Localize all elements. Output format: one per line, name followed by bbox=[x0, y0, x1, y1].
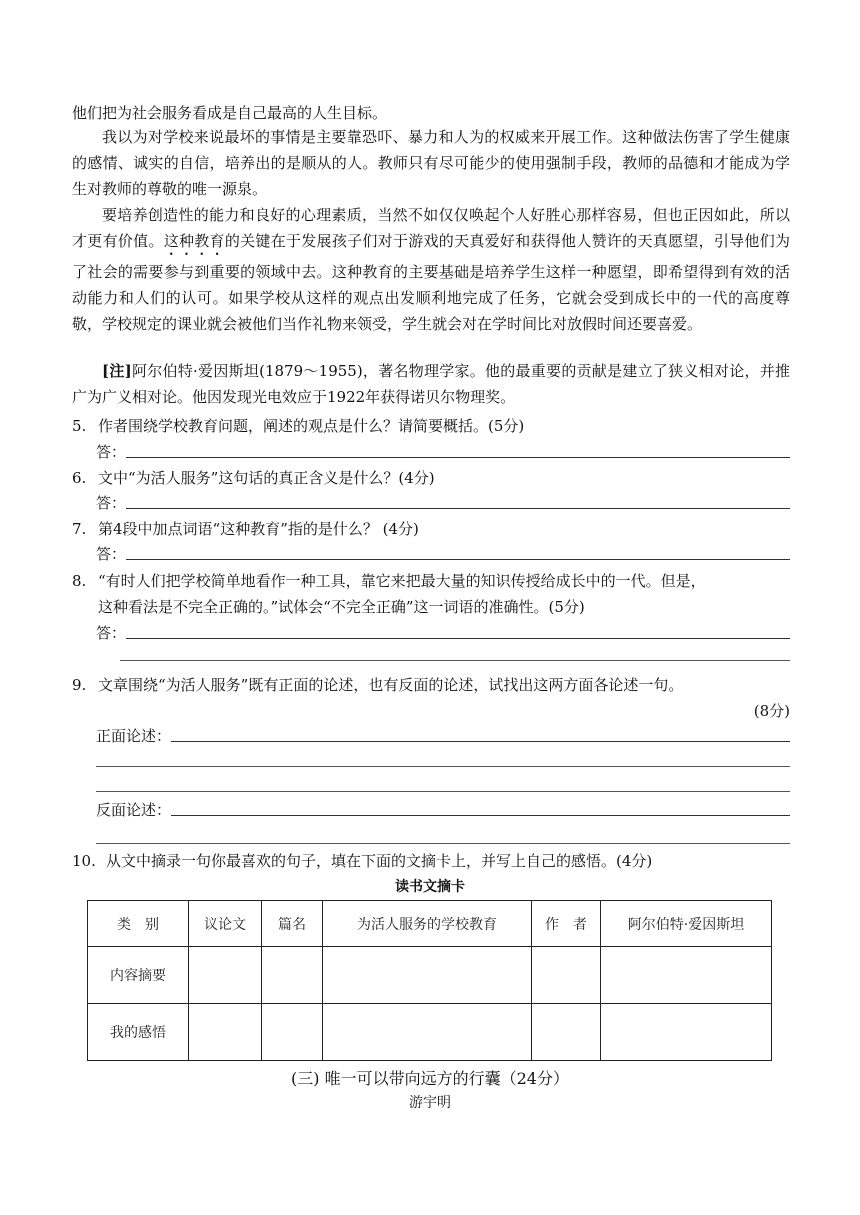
question-text: 第4段中加点词语“这种教育”指的是什么？ (4分) bbox=[98, 520, 419, 538]
question-5 bbox=[72, 413, 790, 439]
answer-rule bbox=[126, 456, 790, 458]
question-number: 6. bbox=[72, 469, 87, 487]
question-8 bbox=[72, 568, 790, 594]
table-cell: 作 者 bbox=[532, 901, 601, 947]
question-8-line-2 bbox=[98, 594, 790, 620]
question-text: 作者围绕学校教育问题，阐述的观点是什么？请简要概括。(5分) bbox=[98, 417, 525, 435]
answer-label: 答： bbox=[96, 494, 127, 512]
question-text: 从文中摘录一句你最喜欢的句子，填在下面的文摘卡上，并写上自己的感悟。(4分) bbox=[106, 852, 653, 870]
answer-rule bbox=[171, 814, 790, 816]
author-note bbox=[72, 358, 790, 410]
answer-rule bbox=[126, 637, 790, 639]
question-6 bbox=[72, 465, 790, 491]
negative-argument-extra[interactable] bbox=[96, 843, 790, 844]
answer-line-7[interactable] bbox=[96, 542, 790, 564]
table-cell[interactable] bbox=[601, 1004, 772, 1061]
positive-argument-line[interactable] bbox=[96, 724, 790, 746]
table-row bbox=[88, 1004, 772, 1061]
table-cell: 阿尔伯特·爱因斯坦 bbox=[601, 901, 772, 947]
question-9 bbox=[72, 672, 790, 698]
question-10 bbox=[72, 848, 790, 874]
table-cell[interactable] bbox=[323, 947, 532, 1004]
paragraph-text: 我以为对学校来说最坏的事情是主要靠恐吓、暴力和人为的权威来开展工作。这种做法伤害了学生健康的感情、诚实的自信，培养出的是顺从的人。教师只有尽可能少的使用强制手段，教师的品德和才能成为学生对教师的尊敬的唯一源泉。 bbox=[72, 128, 790, 198]
table-cell[interactable] bbox=[262, 1004, 323, 1061]
table-cell: 我的感悟 bbox=[88, 1004, 189, 1061]
question-number: 8. bbox=[72, 572, 87, 590]
paragraph-3 bbox=[72, 202, 790, 337]
answer-rule bbox=[171, 740, 790, 742]
question-9-score bbox=[754, 698, 790, 724]
positive-argument-extra-2[interactable] bbox=[96, 791, 790, 792]
table-cell: 议论文 bbox=[189, 901, 262, 947]
table-cell: 篇名 bbox=[262, 901, 323, 947]
section-title: (三) 唯一可以带向远方的行囊（24分） bbox=[291, 1069, 569, 1088]
paragraph-2 bbox=[72, 124, 790, 202]
table-cell[interactable] bbox=[189, 1004, 262, 1061]
question-number: 5. bbox=[72, 417, 87, 435]
question-7 bbox=[72, 516, 790, 542]
answer-line-8-extra[interactable] bbox=[120, 660, 790, 661]
paragraph-text: 的关键在于发展孩子们对于游戏的天真爱好和获得他人赞许的天真愿望，引导他们为了社会的需要参与到重要的领域中去。这种教育的主要基础是培养学生这样一种愿望，即希望得到有效的活动能力和人们的认可。如果学校从这样的观点出发顺利地完成了任务，它就会受到成长中的一代的高度尊敬，学校规定的课业就会被他们当作礼物来领受，学生就会对在学时间比对放假时间还要喜爱。 bbox=[72, 232, 790, 333]
table-cell: 类 别 bbox=[88, 901, 189, 947]
note-text: 阿尔伯特·爱因斯坦(1879～1955)，著名物理学家。他的最重要的贡献是建立了狭义相对论，并推广为广义相对论。他因发现光电效应于1922年获得诺贝尔物理奖。 bbox=[72, 362, 790, 406]
paragraph-text: 他们把为社会服务看成是自己最高的人生目标。 bbox=[72, 104, 388, 122]
question-text: “有时人们把学校简单地看作一种工具，靠它来把最大量的知识传授给成长中的一代。但是， bbox=[98, 572, 706, 590]
table-cell[interactable] bbox=[262, 947, 323, 1004]
table-cell[interactable] bbox=[189, 947, 262, 1004]
negative-argument-line[interactable] bbox=[96, 798, 790, 820]
answer-label: 答： bbox=[96, 443, 127, 461]
negative-label: 反面论述： bbox=[96, 801, 172, 819]
question-text: 这种看法是不完全正确的。”试体会“不完全正确”这一词语的准确性。(5分) bbox=[98, 598, 585, 616]
table-cell[interactable] bbox=[532, 1004, 601, 1061]
note-tag: [注] bbox=[102, 362, 132, 380]
question-text: 文章围绕“为活人服务”既有正面的论述，也有反面的论述，试找出这两方面各论述一句。 bbox=[98, 676, 684, 694]
answer-label: 答： bbox=[96, 624, 127, 642]
answer-rule bbox=[126, 507, 790, 509]
positive-label: 正面论述： bbox=[96, 727, 172, 745]
question-text: 文中“为活人服务”这句话的真正含义是什么？(4分) bbox=[98, 469, 435, 487]
paragraph-continuation bbox=[72, 100, 790, 126]
question-number: 10. bbox=[72, 852, 96, 870]
table-cell[interactable] bbox=[532, 947, 601, 1004]
reading-card-table bbox=[87, 900, 772, 1061]
answer-rule bbox=[126, 558, 790, 560]
emphasized-phrase: 这种教育 bbox=[163, 232, 225, 250]
answer-label: 答： bbox=[96, 545, 127, 563]
question-number: 9. bbox=[72, 676, 87, 694]
question-number: 7. bbox=[72, 520, 87, 538]
answer-line-5[interactable] bbox=[96, 440, 790, 462]
answer-line-8[interactable] bbox=[96, 621, 790, 643]
score-text: (8分) bbox=[753, 702, 790, 720]
table-cell[interactable] bbox=[323, 1004, 532, 1061]
table-row bbox=[88, 947, 772, 1004]
answer-line-6[interactable] bbox=[96, 491, 790, 513]
positive-argument-extra-1[interactable] bbox=[96, 766, 790, 767]
paragraph-text: 要培养创造性的能力和良好的心理素质，当然不如仅仅唤起个人好胜心那样容易，但也正因如此，所以才更有价值。 bbox=[72, 206, 790, 250]
section-author: 游宇明 bbox=[409, 1095, 451, 1111]
table-row bbox=[88, 901, 772, 947]
table-cell: 内容摘要 bbox=[88, 947, 189, 1004]
table-cell: 为活人服务的学校教育 bbox=[323, 901, 532, 947]
card-title: 读书文摘卡 bbox=[395, 879, 465, 895]
table-cell[interactable] bbox=[601, 947, 772, 1004]
